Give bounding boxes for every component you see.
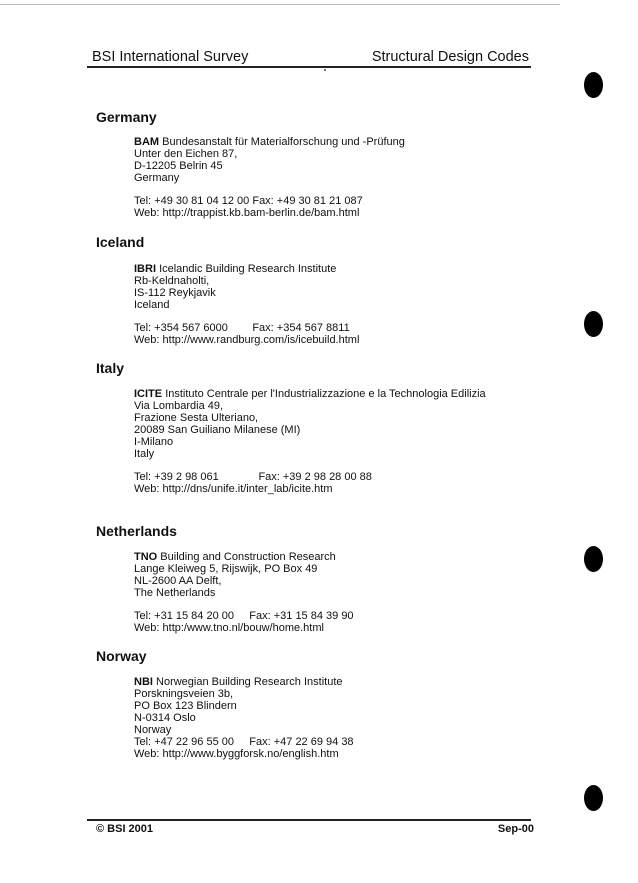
org-name: Building and Construction Research xyxy=(160,551,336,563)
web-line: Web: http://www.randburg.com/is/icebuild.html xyxy=(134,334,360,346)
org-line xyxy=(134,676,354,688)
country-heading-netherlands: Netherlands xyxy=(96,523,177,539)
org-name: Norwegian Building Research Institute xyxy=(156,676,343,688)
country-heading-germany: Germany xyxy=(96,109,157,125)
address-line: Lange Kleiweg 5, Rijswijk, PO Box 49 xyxy=(134,563,318,575)
address-line: Italy xyxy=(134,448,155,460)
address-line: Rb-Keldnaholti, xyxy=(134,275,210,287)
country-heading-iceland: Iceland xyxy=(96,234,145,250)
address-line: N-0314 Oslo xyxy=(134,712,196,724)
address-line: 20089 San Guiliano Milanese (MI) xyxy=(134,424,301,436)
org-line xyxy=(134,136,405,148)
binder-hole-1 xyxy=(584,72,603,98)
binder-hole-3 xyxy=(584,546,603,572)
scan-speck xyxy=(324,69,326,71)
country-heading-norway: Norway xyxy=(96,648,147,664)
address-line: I-Milano xyxy=(134,436,174,448)
binder-hole-2 xyxy=(584,311,603,337)
address-line: IS-112 Reykjavik xyxy=(134,287,216,299)
org-line xyxy=(134,263,359,275)
org-abbr: ICITE xyxy=(134,388,163,400)
tel-fax-line: Tel: +47 22 96 55 00 Fax: +47 22 69 94 38 xyxy=(134,736,354,748)
tel-fax-line: Tel: +31 15 84 20 00 Fax: +31 15 84 39 90 xyxy=(134,610,354,622)
entry-italy xyxy=(134,388,486,495)
org-abbr: BAM xyxy=(134,136,160,148)
entry-netherlands xyxy=(134,551,354,634)
address-line: Frazione Sesta Ulteriano, xyxy=(134,412,259,424)
header-right-title: Structural Design Codes xyxy=(371,49,529,65)
tel-fax-line: Tel: +354 567 6000 Fax: +354 567 8811 xyxy=(134,322,350,334)
tel-fax-line: Tel: +49 30 81 04 12 00 Fax: +49 30 81 21 087 xyxy=(134,195,363,207)
address-line: Via Lombardia 49, xyxy=(134,400,224,412)
address-line: Porskningsveien 3b, xyxy=(134,688,234,700)
entry-norway xyxy=(134,676,354,760)
scan-edge-line xyxy=(0,4,560,5)
org-name: Icelandic Building Research Institute xyxy=(159,263,337,275)
address-line: The Netherlands xyxy=(134,587,216,599)
org-name: Instituto Centrale per l'Industrializzazione e la Technologia Edilizia xyxy=(165,388,486,400)
entry-iceland xyxy=(134,263,359,346)
address-line: NL-2600 AA Delft, xyxy=(134,575,222,587)
footer-copyright: © BSI 2001 xyxy=(96,823,154,835)
org-abbr: IBRI xyxy=(134,263,156,275)
tel-fax-line: Tel: +39 2 98 061 Fax: +39 2 98 28 00 88 xyxy=(134,471,372,483)
address-line: Unter den Eichen 87, xyxy=(134,148,238,160)
header-rule xyxy=(87,66,531,68)
org-line xyxy=(134,388,486,400)
org-line xyxy=(134,551,354,563)
web-line: Web: http:/www.tno.nl/bouw/home.html xyxy=(134,622,324,634)
address-line: Norway xyxy=(134,724,172,736)
header-left-title: BSI International Survey xyxy=(92,49,249,65)
country-heading-italy: Italy xyxy=(96,360,125,376)
footer-rule xyxy=(87,819,531,821)
org-abbr: TNO xyxy=(134,551,158,563)
footer-date: Sep-00 xyxy=(497,823,534,835)
org-abbr: NBI xyxy=(134,676,153,688)
entry-germany xyxy=(134,136,405,219)
web-line: Web: http://www.byggforsk.no/english.htm xyxy=(134,748,339,760)
address-line: Germany xyxy=(134,172,180,184)
web-line: Web: http://trappist.kb.bam-berlin.de/bam.html xyxy=(134,207,360,219)
web-line: Web: http://dns/unife.it/inter_lab/icite.htm xyxy=(134,483,333,495)
binder-hole-4 xyxy=(584,785,603,811)
address-line: Iceland xyxy=(134,299,170,311)
org-name: Bundesanstalt für Materialforschung und -Prüfung xyxy=(162,136,405,148)
address-line: PO Box 123 Blindern xyxy=(134,700,237,712)
address-line: D-12205 Belrin 45 xyxy=(134,160,223,172)
